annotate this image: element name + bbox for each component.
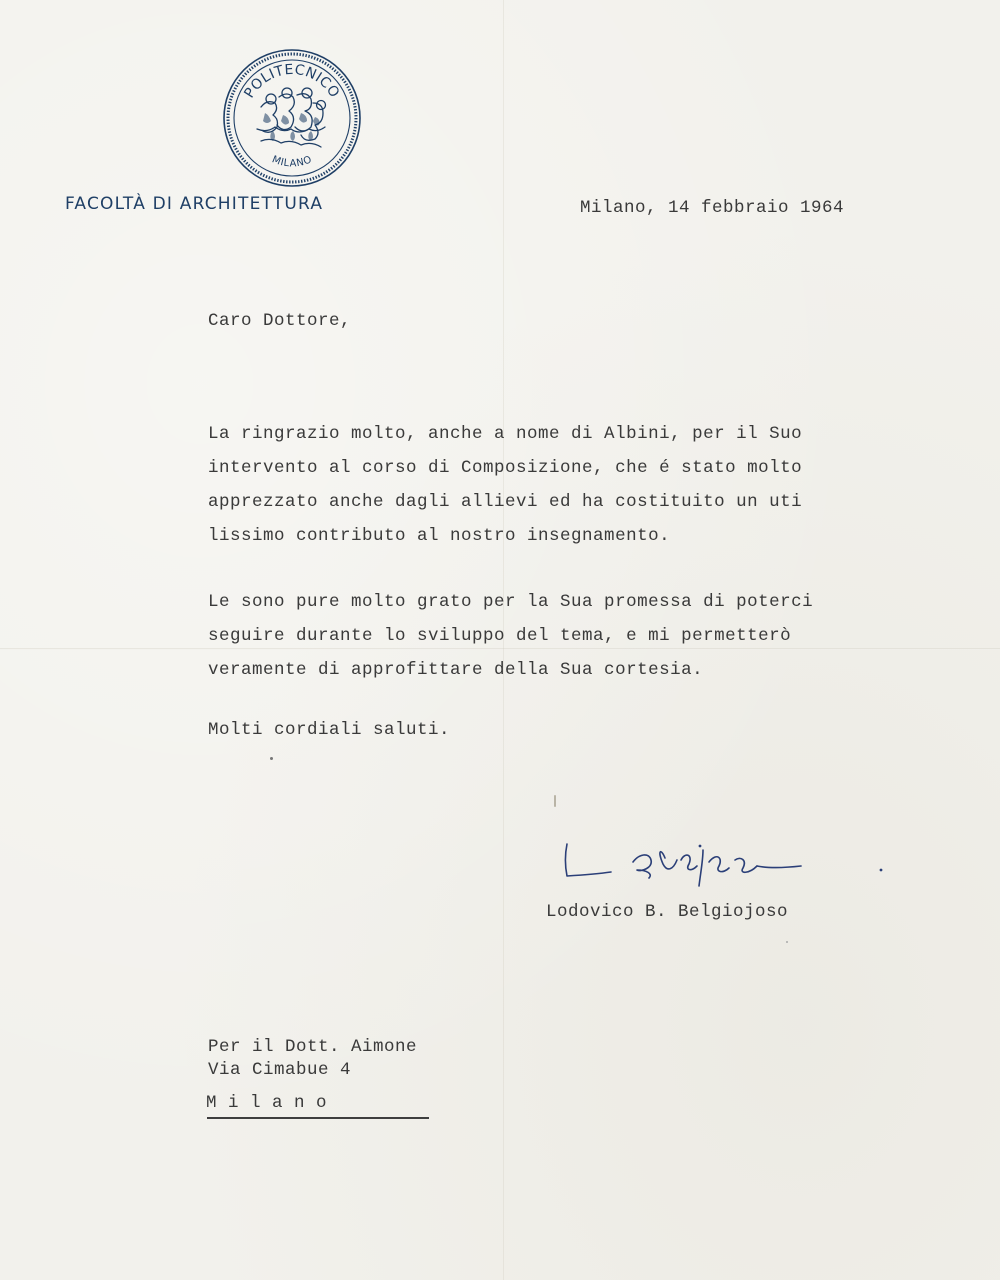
paragraph-line: veramente di approfittare della Sua cortesia. <box>208 660 704 680</box>
recipient-street: Via Cimabue 4 <box>208 1060 352 1080</box>
faculty-letterhead: FACOLTÀ DI ARCHITETTURA <box>65 194 324 214</box>
paragraph-thanks <box>208 417 802 553</box>
paragraph-line: Le sono pure molto grato per la Sua promessa di poterci <box>208 592 814 612</box>
seal-top-text: POLITECNICO <box>241 61 343 101</box>
paragraph-line: seguire durante lo sviluppo del tema, e mi permetterò <box>208 626 792 646</box>
city-underline <box>207 1117 429 1119</box>
handwritten-signature <box>553 830 893 890</box>
paragraph-line: intervento al corso di Composizione, che é stato molto <box>208 458 803 478</box>
seal-bottom-text: MILANO <box>270 154 314 170</box>
politecnico-seal-logo <box>221 47 363 189</box>
paper-speck <box>554 795 556 807</box>
signer-name: Lodovico B. Belgiojoso <box>546 902 789 922</box>
letter-date: Milano, 14 febbraio 1964 <box>580 198 845 218</box>
salutation: Caro Dottore, <box>208 311 352 331</box>
paper-speck <box>786 941 788 943</box>
svg-text:MILANO <box>270 154 314 169</box>
recipient-name: Per il Dott. Aimone <box>208 1037 418 1057</box>
paragraph-line: La ringrazio molto, anche a nome di Albini, per il Suo <box>208 424 803 444</box>
recipient-city: M i l a n o <box>206 1093 328 1113</box>
paragraph-line: apprezzato anche dagli allievi ed ha costituito un uti <box>208 492 803 512</box>
paper-speck <box>270 757 273 760</box>
paragraph-promise <box>208 585 813 687</box>
paragraph-line: lissimo contributo al nostro insegnamento. <box>208 526 671 546</box>
closing-line: Molti cordiali saluti. <box>208 720 451 740</box>
